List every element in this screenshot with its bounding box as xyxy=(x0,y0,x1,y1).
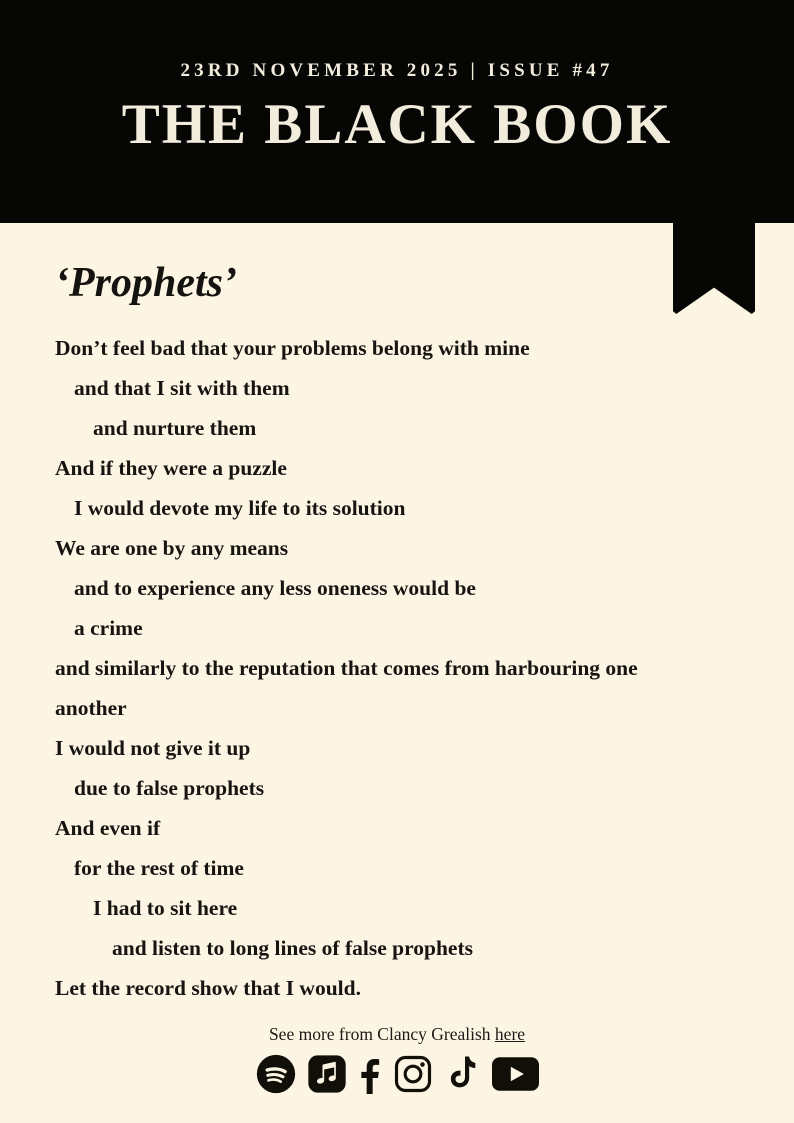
see-more-here-link[interactable]: here xyxy=(494,1024,526,1044)
poem-line: and that I sit with them xyxy=(74,376,290,400)
facebook-icon[interactable] xyxy=(358,1054,382,1094)
poem-line: We are one by any means xyxy=(55,536,289,560)
poem-line: And even if xyxy=(55,816,161,840)
poem-section xyxy=(0,257,794,1008)
poem-lines xyxy=(55,328,758,1008)
poem-line: for the rest of time xyxy=(74,856,244,880)
issue-date-line: 23RD NOVEMBER 2025 | ISSUE #47 xyxy=(180,60,614,81)
newsletter-title: THE BLACK BOOK xyxy=(121,93,673,156)
tiktok-icon[interactable] xyxy=(444,1054,481,1094)
poem-line: due to false prophets xyxy=(74,776,265,800)
poem-line: Don’t feel bad that your problems belong with mine xyxy=(55,336,530,360)
poem-line: I would devote my life to its solution xyxy=(74,496,406,520)
poem-line: I would not give it up xyxy=(55,736,251,760)
poem-line: and to experience any less oneness would be xyxy=(74,576,476,600)
poem-title: ‘Prophets’ xyxy=(55,260,237,306)
poem-line: another xyxy=(55,696,127,720)
apple-music-icon[interactable] xyxy=(307,1054,347,1094)
poem-line: a crime xyxy=(74,616,143,640)
footer xyxy=(0,1022,794,1095)
youtube-icon[interactable] xyxy=(492,1057,539,1091)
social-icons-row xyxy=(0,1053,794,1095)
instagram-icon[interactable] xyxy=(393,1054,433,1094)
poem-line: And if they were a puzzle xyxy=(55,456,287,480)
poem-line: Let the record show that I would. xyxy=(55,976,361,1000)
poem-line: and similarly to the reputation that comes from harbouring one xyxy=(55,656,638,680)
spotify-icon[interactable] xyxy=(256,1054,296,1094)
see-more-prefix: See more from Clancy Grealish xyxy=(268,1024,495,1044)
see-more-text xyxy=(0,1022,794,1046)
poem-line: and nurture them xyxy=(93,416,257,440)
poem-line: and listen to long lines of false prophets xyxy=(112,936,473,960)
masthead xyxy=(0,0,794,223)
poem-line: I had to sit here xyxy=(93,896,238,920)
